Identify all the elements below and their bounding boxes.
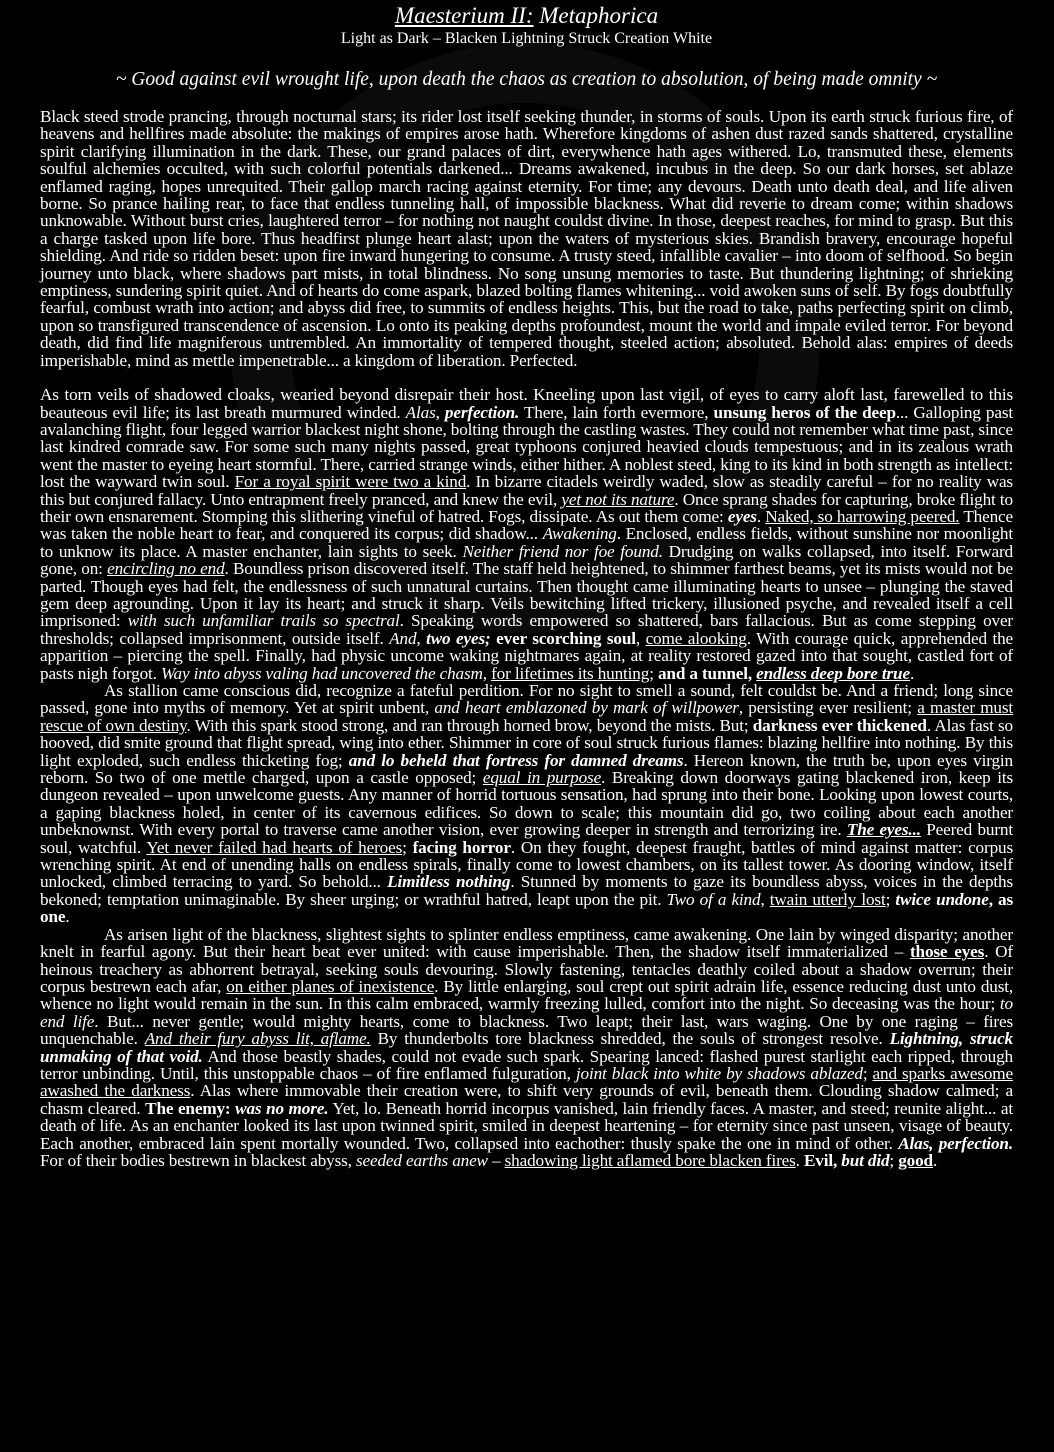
- paragraph-4: As arisen light of the blackness, slightest sights to splinter endless emptiness, came awakening. One lain by winged disparity; another knelt in fearful agony. But their heart beat ever united: with cause imperishable. Then, the shadow itself immaterialized – those eyes. Of heinous treachery as abhorrent betrayal, seeking souls devouring. Slowly fastening, tentacles deathly coiled about a shadow overrun; their corpus bestrewn each afar, on either planes of inexistence. By little enlarging, soul crept out spirit adrain life, essence reducing dust unto dust, whence no light would remain in the sun. In this calm embraced, warmly freezing lulled, comfort into the night. So deceasing was the hour; to end life. But... never gentle; would mighty hearts, come to blackness. Two leapt; their last, wars waging. One by one raging – fires unquenchable. And their fury abyss lit, aflame. By thunderbolts tore blackness shredded, the souls of strongest resolve. Lightning, struck unmaking of that void. And those beastly shades, could not evade such spark. Spearing lanced: flashed purest starlight each ripped, through terror unbinding. Until, this unstoppable chaos – of fire enflamed fulguration, joint black into white by shadows ablazed; and sparks awesome awashed the darkness. Alas where immovable their creation were, to shift very grounds of evil, beneath them. Clouding shadow calmed; a chasm cleared. The enemy: was no more. Yet, lo. Beneath horrid incorpus vanished, lain friendly faces. A master, and steed; reunite alight... at death of life. As an enchanter looked its last upon twinned spirit, smiled in deepest heartening – for eternity since past unseen, visage of beauty. Each another, embraced lain spent mortally wounded. Two, collapsed into eachother: thusly spake the one in mind of other. Alas, perfection. For of their bodies bestrewn in blackest abyss, seeded earths anew – shadowing light aflamed bore blacken fires. Evil, but did; good.: [40, 924, 1014, 1170]
- title-part-b: Metaphorica: [533, 3, 659, 28]
- page-title: [40, 3, 1013, 29]
- poem-body: [40, 108, 1013, 1169]
- motto: ~ Good against evil wrought life, upon death the chaos as creation to absolution, of being made omnity ~: [115, 69, 938, 90]
- paragraph-1: Black steed strode prancing, through nocturnal stars; its rider lost itself seeking thunder, in storms of souls. Upon its earth struck furious fire, of heavens and hellfires made absolute: the makings of empires arose hath. Wherefore kingdoms of ashen dust razed sands shattered, crystalline spirit clarifying illumination in the dark. These, our grand palaces of dirt, everywhence hath ages withered. Lo, transmuted these, elements soulful alchemies occulted, with such colorful potentials darkened... Dreams awakened, incubus in the deep. So our dark horses, set ablaze enflamed raging, hopes unrequited. Their gallop march racing against eternity. For time; any devours. Death unto death deal, and life aliven borne. So prance hailing rear, to face that endless tunneling hall, of impossible blackness. What did reverie to dream come; within shadows unknowable. Without burst cries, laughtered terror – for nothing not naught couldst divine. In those, deepest reaches, for mind to grasp. But this a charge tasked upon life bore. Thus headfirst plunge heart alast; upon the waters of mysterious skies. Brandish bravery, encourage hopeful shielding. And ride so ridden beset: upon fire inward hungering to consume. A trusty steed, infallible cavalier – into doom of selfhood. So begin journey unto black, where shadows part mists, in total blindness. No song unsung memories to taste. But thundering lightning; of shrieking emptiness, sundering spirit quiet. And of hearts do come aspark, blazed bolting flames whitening... void awoken suns of self. By fogs doubtfully fearful, combust wrath into action; and abyss did free, to summits of endless heights. This, but the road to take, paths perfecting spirit on climb, upon so transfigured transcendence of ascension. Lo onto its peaking depths profoundest, mount the world and impale eviled terror. For beyond death, did find life magniferous untrembled. An immortality of tempered thought, steeled action; absoluted. Behold alas: empires of deeds imperishable, mind as mettle impenetrable... a kingdom of liberation. Perfected.: [40, 107, 1013, 370]
- paragraph-3: As stallion came conscious did, recognize a fateful perdition. For no sight to smell a sound, felt couldst be. And a friend; long since passed, gone into myths of memory. Yet at spirit unbent, and heart emblazoned by mark of willpower, persisting ever resilient; a master must rescue of own destiny. With this spark stood strong, and ran through horned brow, beyond the mists. But; darkness ever thickened. Alas fast so hooved, did smite ground that flight spread, wing into ether. Shimmer in core of soul struck furious flames: blazing hellfire into nothing. By this light exploded, such endless thicketing fog; and lo beheld that fortress for damned dreams. Hereon known, the truth be, upon eyes virgin reborn. So two of one mettle charged, upon a castle opposed; equal in purpose. Breaking down doorways gating blackened iron, keep its dungeon revealed – upon unwelcome guests. Any manner of horrid tortuous sensation, had sprung into their bone. Looking upon lowest courts, a gaping blackness holed, in center of its cavernous edifices. So down to scale; this mountain did go, two coiling about each another unbeknownst. With every portal to traverse came another vision, ever growing deeper in strength and terrorizing ire. The eyes... Peered burnt soul, watchful. Yet never failed had hearts of heroes; facing horror. On they fought, deepest fraught, battles of mind against matter: corpus wrenching spirit. At end of unending halls on endless spirals, finally come to lowest chambers, on its tallest tower. As dooring window, itself unlocked, climbed terracing to yard. So behold... Limitless nothing. Stunned by moments to gaze its boundless abyss, voices in the depths bekoned; temptation unimaginable. By sheer urging; or wrathful hatred, leapt upon the pit. Two of a kind, twain utterly lost; twice undone, as one.: [40, 681, 1014, 927]
- paragraph-2: As torn veils of shadowed cloaks, wearied beyond disrepair their host. Kneeling upon last vigil, of eyes to carry aloft last, farewelled to this beauteous evil life; its last breath murmured winded. Alas, perfection. There, lain forth evermore, unsung heros of the deep... Galloping past avalanching flight, four legged warrior blackest night shone, bolting through the castling wastes. They could not remember what time past, since last kindred comrade saw. For some such many nights passed, great typhoons conjured heavied clouds tempestuous; and in its zealous wrath went the master to eyeing heart stormful. There, carried strange winds, either hither. A noblest steed, king to its kind in both strength as intellect: lost the wayward twin soul. For a royal spirit were two a kind. In bizarre citadels weirdly waded, slow as steadily careful – for no reality was this but conjured fallacy. Unto entrapment freely pranced, and knew the evil, yet not its nature. Once sprang shades for capturing, broke flight to their own ensnarement. Stomping this slithering vineful of hatred. Fogs, dissipate. As out them come: eyes. Naked, so harrowing peered. Thence was taken the noble heart to fear, and conquered its corpus; did shadow... Awakening. Enclosed, endless fields, without sunshine nor moonlight to unknow its place. A master enchanter, lain sights to seek. Neither friend nor foe found. Drudging on walks collapsed, into itself. Forward gone, on: encircling no end. Boundless prison discovered itself. The staff held heightened, to shimmer farthest beams, yet its mists would not be parted. Though eyes had felt, the endlessness of such unnatural curtains. Then thought came illuminating hearts to unsee – plunging the staved gem deep agrounding. Upon it lay its heart; and struck it sharp. Veils bewitching lifted trickery, illusioned psyche, and revealed itself a cell imprisoned: with such unfamiliar trails so spectral. Speaking words empowered so shattered, bars fallacious. But as come stepping over thresholds; collapsed imprisonment, outside itself. And, two eyes; ever scorching soul, come alooking. With courage quick, apprehended the apparition – piercing the spell. Finally, had physic uncome waking nightmares again, at reality restored gazed into that sought, castled fort of pasts nigh forgot. Way into abyss valing had uncovered the chasm, for lifetimes its hunting; and a tunnel, endless deep bore true.: [40, 385, 1014, 683]
- subtitle: Light as Dark – Blacken Lightning Struck Creation White: [340, 30, 713, 47]
- title-part-a: Maesterium II:: [394, 3, 534, 28]
- document: [0, 3, 1054, 1169]
